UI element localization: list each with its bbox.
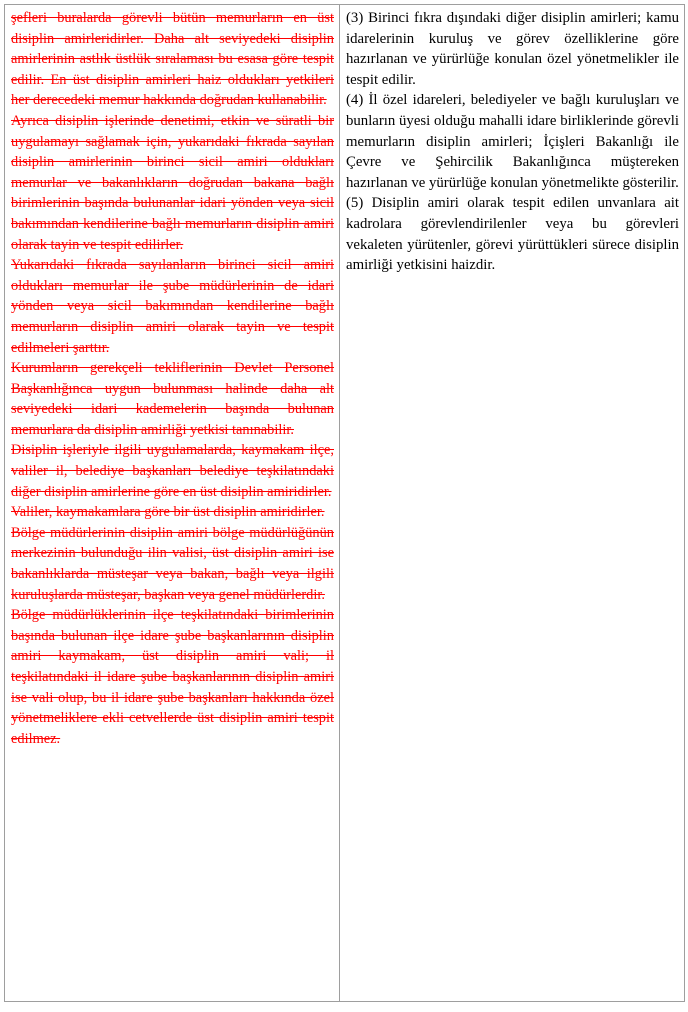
deleted-paragraph: Yukarıdaki fıkrada sayılanların birinci sicil amiri oldukları memurlar ile şube müdürlerinin de idari yönden veya sicil bakımından kendilerine bağlı memurların disiplin amiri olarak tayin ve tespit edilmeleri şarttır. — [11, 257, 334, 356]
deleted-paragraph: Kurumların gerekçeli tekliflerinin Devlet Personel Başkanlığınca uygun bulunması halinde daha alt seviyedeki idari kademelerin başında bulunan memurlara da disiplin amirliği yetkisi tanınabilir. — [11, 360, 334, 438]
table-row — [5, 5, 685, 1002]
deleted-paragraph: Bölge müdürlüklerinin ilçe teşkilatındaki birimlerinin başında bulunan ilçe idare şube başkanlarının disiplin amiri kaymakam, üst disiplin amiri vali; il teşkilatındaki il idare şube başkanlarının disiplin amiri ise vali olup, bu il idare şube başkanları hakkında özel yönetmeliklere ekli cetvellerde üst disiplin amiri tespit edilmez. — [11, 607, 334, 747]
comparison-table — [4, 4, 685, 1002]
old-text-cell — [5, 5, 340, 1002]
deleted-paragraph: Valiler, kaymakamlara göre bir üst disiplin amiridirler. — [11, 504, 325, 521]
deleted-paragraph: şefleri buralarda görevli bütün memurların en üst disiplin amirleridirler. Daha alt seviyedeki disiplin amirlerinin astlık üstlük sıralaması bu esasa göre tespit edilir. En üst disiplin amirleri haiz oldukları yetkileri her derecedeki memur hakkında doğrudan kullanabilir. — [11, 10, 334, 109]
clause-paragraph: (5) Disiplin amiri olarak tespit edilen unvanlara ait kadrolara görevlendirilenler veya bu görevleri vekaleten yürütenler, görevi yürüttükleri sürece disiplin amirliği yetkisini haizdir. — [346, 195, 679, 274]
deleted-paragraph: Disiplin işleriyle ilgili uygulamalarda, kaymakam ilçe, valiler il, belediye başkanları belediye teşkilatındaki diğer disiplin amirlerine göre en üst disiplin amiridirler. — [11, 442, 334, 500]
deleted-paragraph: Bölge müdürlerinin disiplin amiri bölge müdürlüğünün merkezinin bulunduğu ilin valisi, üst disiplin amiri ise bakanlıklarda müsteşar veya bakan, bağlı veya ilgili kuruluşlarda müsteşar, başkan veya genel müdürlerdir. — [11, 524, 334, 603]
clause-paragraph: (4) İl özel idareleri, belediyeler ve bağlı kuruluşları ve bunların üyesi olduğu mahalli idare birliklerinde görevli memurların disiplin amirleri; İçişleri Bakanlığı ile Çevre ve Şehircilik Bakanlığınca müştereken hazırlanan ve yürürlüğe konulan yönetmelikte gösterilir. — [346, 92, 679, 191]
new-text-cell — [340, 5, 685, 1002]
deleted-paragraph: Ayrıca disiplin işlerinde denetimi, etkin ve süratli bir uygulamayı sağlamak için, yukarıdaki fıkrada sayılan disiplin amirlerinin birinci sicil amiri oldukları memurlar ve bakanlıkların doğrudan bakana bağlı birimlerinin başında bulunanlar idari yönden veya sicil bakımından kendilerine bağlı memurların disiplin amiri olarak tayin ve tespit edilirler. — [11, 112, 334, 253]
clause-paragraph: (3) Birinci fıkra dışındaki diğer disiplin amirleri; kamu idarelerinin kuruluş ve görev özelliklerine göre hazırlanan ve yürürlüğe konulan özel yönetmelikler ile tespit edilir. — [346, 10, 679, 88]
